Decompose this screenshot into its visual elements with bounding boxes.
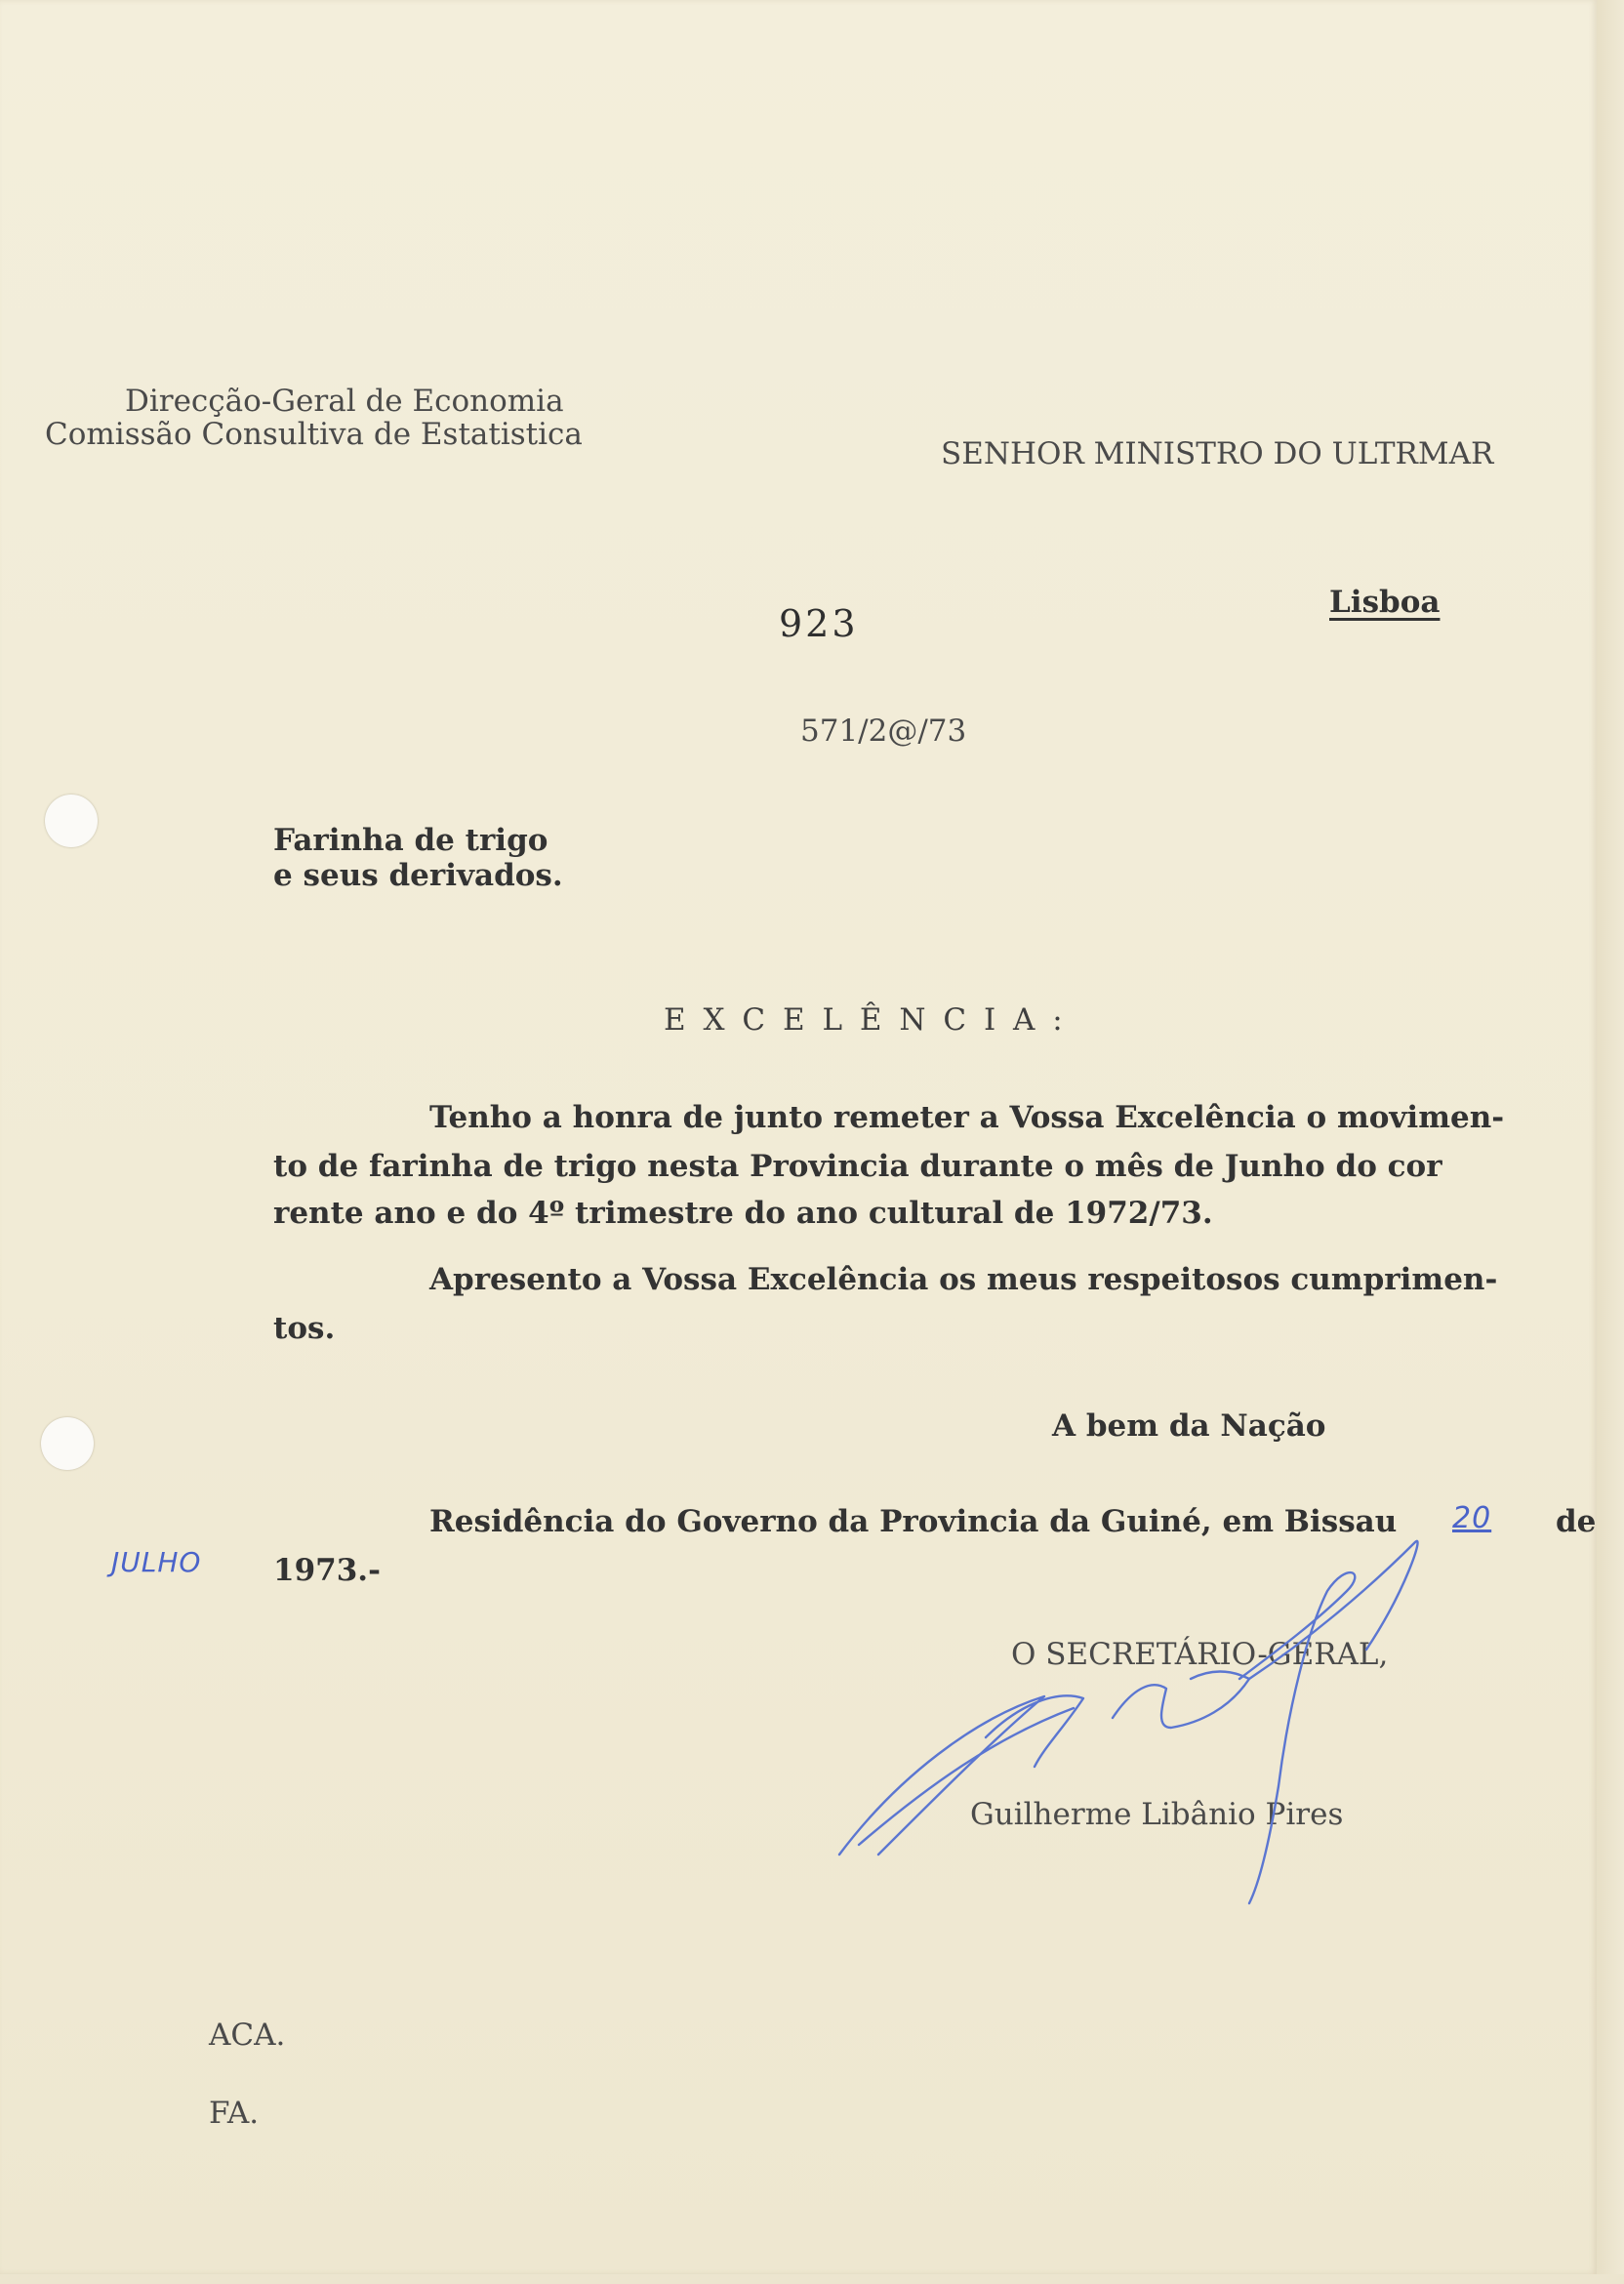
place-line-end: de [1556,1504,1597,1539]
body-line: Apresento a Vossa Excelência os meus respeitosos cumprimen- [429,1262,1498,1297]
department-line-2: Comissão Consultiva de Estatistica [45,417,583,452]
signatory-title: O SECRETÁRIO-GERAL, [1011,1637,1389,1672]
body-line: rente ano e do 4º trimestre do ano cultural de 1972/73. [273,1196,1213,1231]
place-line: Residência do Governo da Provincia da Guiné, em Bissau [429,1504,1398,1539]
handwritten-month: JULHO [111,1546,202,1578]
recipient: SENHOR MINISTRO DO ULTRMAR [941,436,1494,471]
body-line: Tenho a honra de junto remeter a Vossa Excelência o movimen- [429,1100,1505,1135]
footer-ref-fa: FA. [209,2096,260,2131]
year: 1973.- [273,1553,381,1588]
body-line: tos. [273,1311,336,1346]
punch-hole-top [45,795,98,847]
punch-hole-bottom [41,1417,94,1470]
department-line-1: Direcção-Geral de Economia [125,384,564,419]
paper-edge-bottom [0,2274,1624,2284]
body-line: to de farinha de trigo nesta Provincia durante o mês de Junho do cor [273,1149,1442,1184]
footer-ref-aca: ACA. [209,2018,286,2053]
document-number: 923 [779,602,859,645]
city: Lisboa [1329,585,1441,620]
subject-line-2: e seus derivados. [273,858,563,893]
paper-edge [1597,0,1624,2284]
reference-number: 571/2@/73 [800,714,967,749]
signatory-name: Guilherme Libânio Pires [970,1797,1344,1832]
handwritten-day: 20 [1452,1501,1492,1535]
closing-motto: A bem da Nação [1052,1408,1326,1444]
salutation: E X C E L Ê N C I A : [664,1002,1067,1038]
subject-line-1: Farinha de trigo [273,823,548,858]
signature-icon [820,1532,1503,1923]
